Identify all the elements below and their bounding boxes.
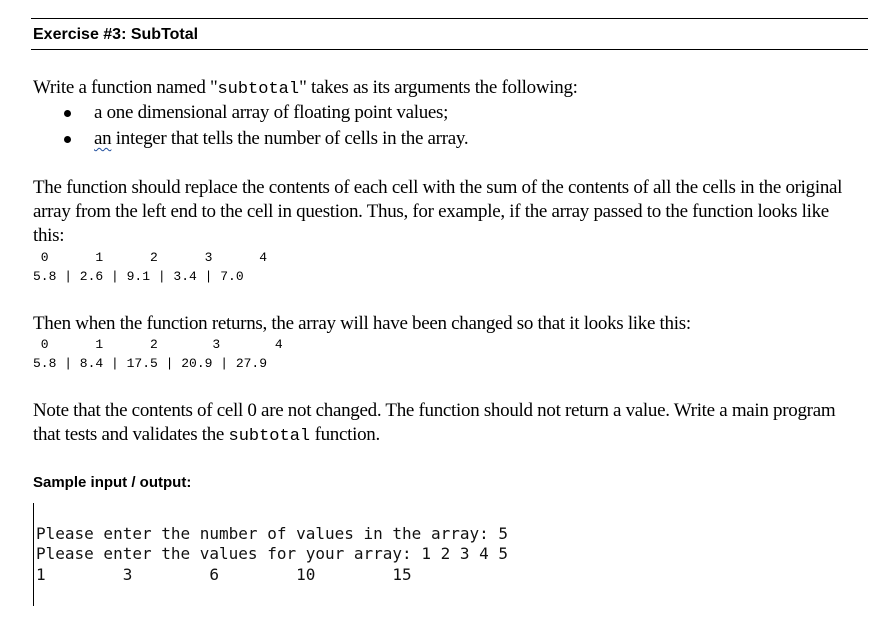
array-value-line: 5.8 | 8.4 | 17.5 | 20.9 | 27.9 [33, 356, 268, 371]
bullet-icon [64, 136, 71, 143]
bullet-icon [64, 110, 71, 117]
description-paragraph: The function should replace the contents of each cell with the sum of the contents of all the cells in the original array from the left end to the cell in question. Thus, for example, if the array passed to the function looks like this: [33, 177, 843, 246]
console-output [33, 503, 508, 606]
list-item-text: a one dimensional array of floating point values; [94, 102, 449, 123]
grammar-flagged-word: an [94, 128, 112, 149]
intro-code-subtotal: subtotal [217, 80, 300, 99]
intro-text-before: Write a function named " [33, 77, 218, 98]
array-value-line: 5.8 | 2.6 | 9.1 | 3.4 | 7.0 [33, 269, 244, 284]
note-text-after: function. [310, 424, 380, 445]
intro-text-after: " takes as its arguments the following: [299, 77, 578, 98]
array-index-line: 0 1 2 3 4 [33, 250, 268, 265]
note-code-subtotal: subtotal [228, 427, 311, 446]
exercise-title: Exercise #3: SubTotal [33, 26, 199, 43]
array-example-after [33, 335, 283, 373]
argument-list [62, 101, 468, 153]
console-line: Please enter the values for your array: 1 2 3 4 5 [36, 544, 509, 563]
console-line: Please enter the number of values in the array: 5 [36, 523, 509, 543]
note-paragraph [33, 399, 863, 449]
sample-io-heading: Sample input / output: [33, 474, 192, 491]
list-item-text: integer that tells the number of cells in the array. [111, 128, 469, 149]
exercise-header [31, 18, 868, 50]
result-paragraph: Then when the function returns, the array will have been changed so that it looks like this: [33, 313, 691, 334]
array-index-line: 0 1 2 3 4 [33, 337, 283, 352]
note-text-before: Note that the contents of cell 0 are not changed. The function should not return a value. Write a main program that tests and validates the [33, 400, 836, 445]
intro-sentence [33, 76, 578, 102]
list-item [62, 127, 468, 153]
array-example-before [33, 248, 267, 286]
console-line: 1 3 6 10 15 [36, 564, 412, 584]
list-item [62, 101, 468, 127]
